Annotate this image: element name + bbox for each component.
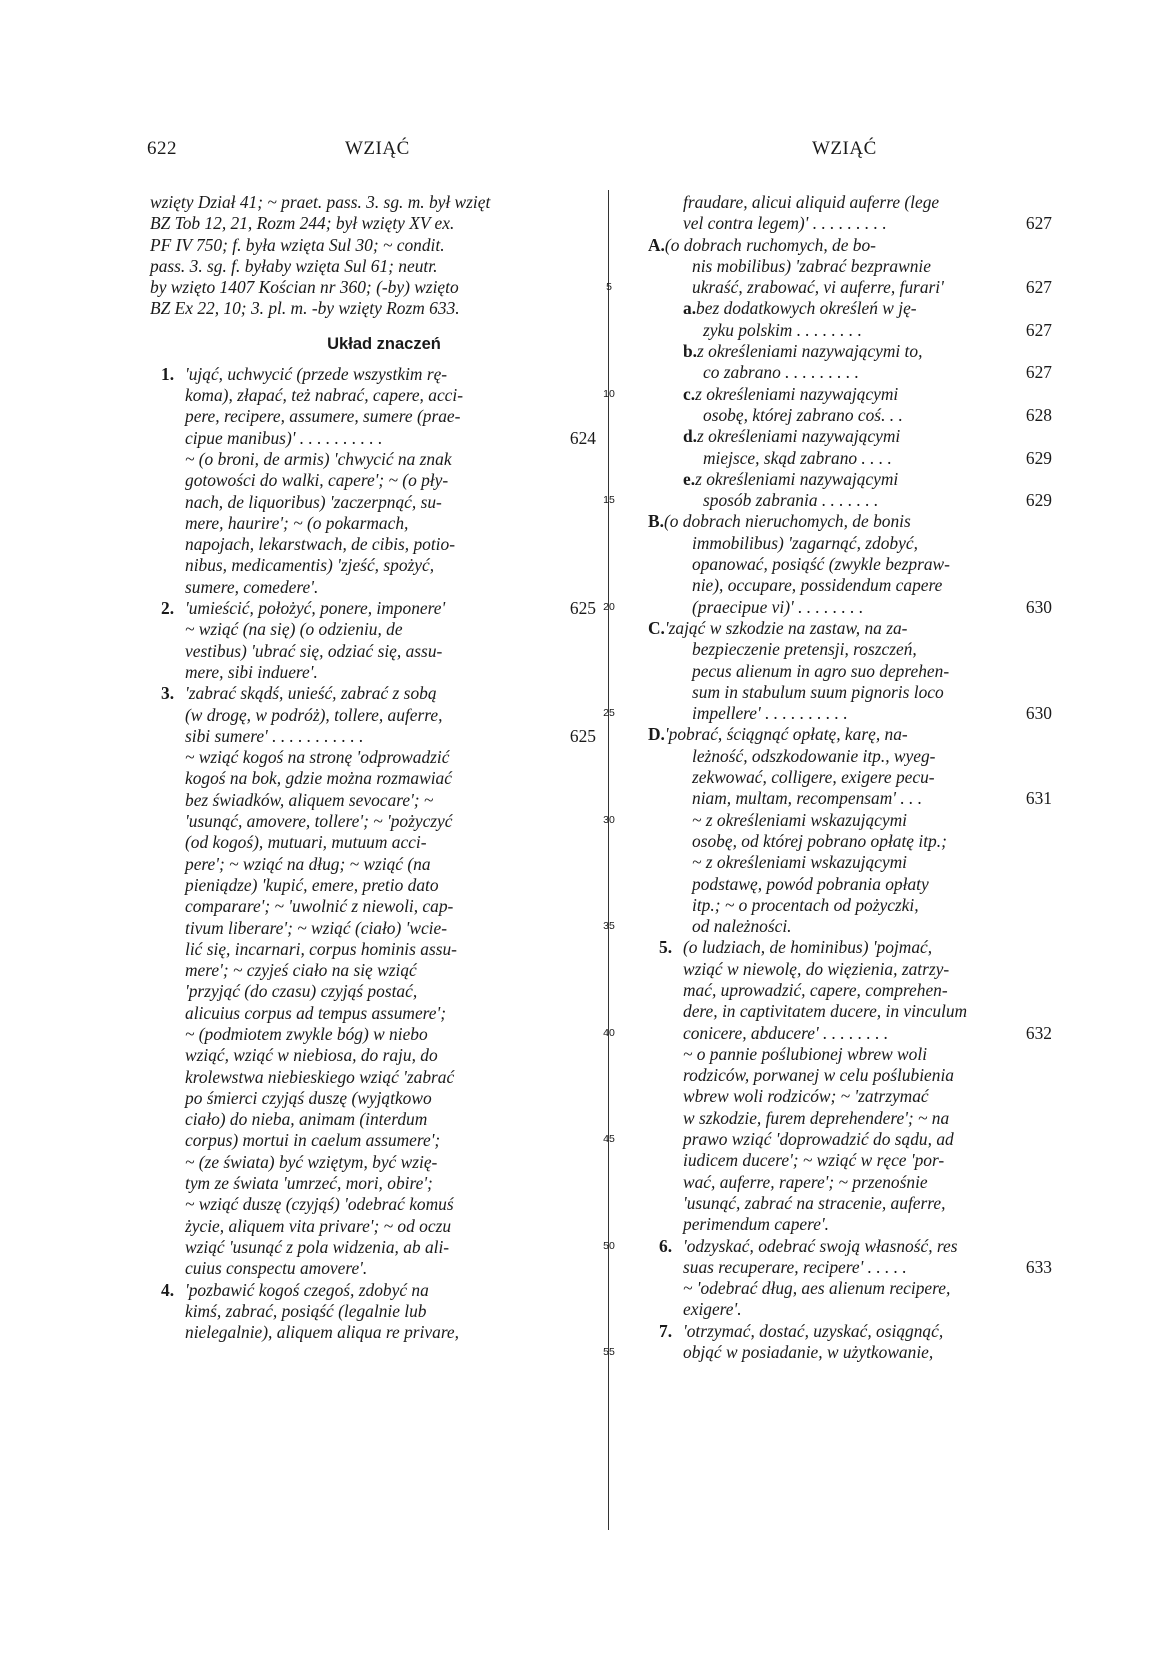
line-number: 30 [603, 813, 615, 826]
text-line [648, 703, 1052, 724]
page-reference: 630 [1025, 596, 1052, 617]
line-text: osobę, której zabrano coś. . . [703, 404, 903, 425]
text-line [648, 916, 1052, 937]
sense-number: 7. [659, 1320, 673, 1341]
line-text: Układ znaczeń [327, 334, 441, 353]
line-number: 40 [603, 1026, 615, 1039]
line-text: wziąć 'usunąć z pola widzenia, ab ali- [185, 1236, 450, 1257]
text-line [648, 1257, 1052, 1278]
text-line [150, 1067, 588, 1088]
line-text: tym ze świata 'umrzeć, mori, obire'; [185, 1173, 433, 1194]
subsense-letter: e. [683, 468, 696, 489]
text-line [150, 470, 588, 491]
text-line [648, 980, 1052, 1001]
line-number: 5 [606, 281, 612, 294]
text-line [648, 959, 1052, 980]
text-line [648, 1023, 1052, 1044]
page-reference: 632 [1025, 1022, 1052, 1043]
text-line [150, 725, 596, 747]
page-reference: 631 [1025, 788, 1052, 809]
page-reference: 625 [569, 598, 596, 619]
line-text: pere'; ~ wziąć na dług; ~ wziąć (na [185, 853, 431, 874]
text-line [648, 533, 1052, 554]
line-text: (o ludziach, de hominibus) 'pojmać, [683, 937, 933, 958]
line-text: (o dobrach ruchomych, de bo- [664, 234, 876, 255]
text-line [150, 1237, 588, 1258]
text-line [150, 192, 588, 213]
line-text: ~ wziąć kogoś na stronę 'odprowadzić [185, 747, 450, 768]
line-text: conicere, abducere' . . . . . . . . [683, 1022, 889, 1043]
text-line [150, 705, 588, 726]
line-text: exigere'. [683, 1299, 742, 1320]
page-reference: 624 [569, 427, 596, 448]
line-text: 'zabrać skądś, unieść, zabrać z sobą [185, 683, 437, 704]
text-line [648, 639, 1052, 660]
text-line [150, 534, 588, 555]
line-text: sibi sumere' . . . . . . . . . . . [185, 725, 364, 746]
line-text: (praecipue vi)' . . . . . . . . [692, 596, 864, 617]
text-line [648, 469, 1052, 490]
line-text: bez świadków, aliquem sevocare'; ~ [185, 789, 434, 810]
text-line [150, 790, 588, 811]
line-text: osobę, od której pobrano opłatę itp.; [692, 830, 947, 851]
line-number: 15 [603, 494, 615, 507]
line-text: pecus alienum in agro suo deprehen- [692, 660, 950, 681]
text-line [648, 724, 1052, 745]
text-line [150, 449, 588, 470]
line-text: tivum liberare'; ~ wziąć (ciało) 'wcie- [185, 917, 448, 938]
line-text: wać, auferre, rapere'; ~ przenośnie [683, 1171, 928, 1192]
text-line [648, 1001, 1052, 1022]
sense-number: 5. [659, 937, 673, 958]
page-reference: 628 [1025, 404, 1052, 425]
text-line [648, 277, 1052, 298]
line-text: podstawę, powód pobrania opłaty [692, 873, 929, 894]
text-line [648, 852, 1052, 873]
line-text: zyku polskim . . . . . . . . [703, 319, 862, 340]
line-text: 'zająć w szkodzie na zastaw, na za- [664, 617, 908, 638]
line-text: od należności. [692, 916, 792, 937]
line-text: wziąć w niewolę, do więzienia, zatrzy- [683, 958, 950, 979]
line-text: napojach, lekarstwach, de cibis, potio- [185, 534, 455, 555]
line-text: ~ wziąć (na się) (o odzieniu, de [185, 619, 403, 640]
line-text: pass. 3. sg. f. byłaby wzięta Sul 61; neutr. [150, 255, 438, 276]
line-text: wbrew woli rodziców; ~ 'zatrzymać [683, 1086, 929, 1107]
line-text: nis mobilibus) 'zabrać bezprawnie [692, 255, 931, 276]
page-number: 622 [147, 138, 177, 159]
text-line [150, 256, 588, 277]
text-line [150, 1216, 588, 1237]
text-line [648, 320, 1052, 341]
line-text: suas recuperare, recipere' . . . . . [683, 1256, 907, 1277]
line-text: ~ o pannie poślubionej wbrew woli [683, 1043, 928, 1064]
line-text: cipue manibus)' . . . . . . . . . . [185, 427, 383, 448]
line-text: kimś, zabrać, posiąść (legalnie lub [185, 1300, 427, 1321]
line-text: sum in stabulum suum pignoris loco [692, 681, 944, 702]
text-line [648, 661, 1052, 682]
line-text: ~ z określeniami wskazującymi [692, 852, 908, 873]
line-text: 'pobrać, ściągnąć opłatę, karę, na- [664, 724, 908, 745]
text-line [648, 767, 1052, 788]
text-line [648, 1150, 1052, 1171]
line-text: 'usunąć, zabrać na stracenie, auferre, [683, 1192, 946, 1213]
text-line [150, 918, 588, 939]
line-text: ~ wziąć duszę (czyjąś) 'odebrać komuś [185, 1194, 454, 1215]
text-line [648, 1342, 1052, 1363]
line-text: ~ 'odebrać dług, aes alienum recipere, [683, 1278, 951, 1299]
text-line [150, 960, 588, 981]
text-line [150, 385, 588, 406]
text-line [648, 618, 1052, 639]
text-line [648, 575, 1052, 596]
line-text: z określeniami nazywającymi [697, 426, 901, 447]
page-reference: 629 [1025, 490, 1052, 511]
text-line [648, 235, 1052, 256]
line-text: ~ (ze świata) być wziętym, być wzię- [185, 1151, 438, 1172]
text-line [648, 511, 1052, 532]
line-number: 20 [603, 600, 615, 613]
line-text: pere, recipere, assumere, sumere (prae- [185, 406, 461, 427]
line-text: bezpieczenie pretensji, roszczeń, [692, 639, 917, 660]
text-line [150, 768, 588, 789]
text-line [150, 747, 588, 768]
line-text: mere, sibi induere'. [185, 661, 318, 682]
line-text: mere, haurire'; ~ (o pokarmach, [185, 512, 409, 533]
line-text: z określeniami nazywającymi to, [697, 341, 923, 362]
line-text: cuius conspectu amovere'. [185, 1258, 368, 1279]
line-number: 10 [603, 387, 615, 400]
text-line [150, 1322, 588, 1343]
text-line [150, 854, 588, 875]
line-number: 35 [603, 920, 615, 933]
text-line [648, 362, 1052, 383]
line-text: zekwować, colligere, exigere pecu- [692, 767, 935, 788]
page-reference: 625 [569, 725, 596, 746]
text-line [150, 555, 588, 576]
line-text: lić się, incarnari, corpus hominis assu- [185, 938, 457, 959]
line-text: krolewstwa niebieskiego wziąć 'zabrać [185, 1066, 455, 1087]
line-text: vestibus) 'ubrać się, odziać się, assu- [185, 640, 443, 661]
line-text: rodziców, porwanej w celu poślubienia [683, 1065, 954, 1086]
line-text: co zabrano . . . . . . . . . [703, 362, 860, 383]
line-text: mać, uprowadzić, capere, comprehen- [683, 979, 948, 1000]
line-number: 25 [603, 707, 615, 720]
text-line [150, 235, 588, 256]
text-line [648, 1193, 1052, 1214]
text-line [648, 554, 1052, 575]
line-text: ~ z określeniami wskazującymi [692, 809, 908, 830]
text-line [150, 939, 588, 960]
line-number: 45 [603, 1133, 615, 1146]
line-text: ~ (podmiotem zwykle bóg) w niebo [185, 1023, 428, 1044]
text-line [150, 1109, 588, 1130]
text-line [648, 448, 1052, 469]
text-line [648, 682, 1052, 703]
line-text: opanować, posiąść (zwykle bezpraw- [692, 554, 950, 575]
line-text: 'usunąć, amovere, tollere'; ~ 'pożyczyć [185, 811, 453, 832]
text-line [150, 981, 588, 1002]
line-text: sposób zabrania . . . . . . . [703, 490, 879, 511]
text-line [648, 788, 1052, 809]
line-text: 'umieścić, położyć, ponere, imponere' [185, 598, 446, 619]
text-line [648, 1044, 1052, 1065]
text-line [150, 1280, 588, 1301]
line-text: miejsce, skąd zabrano . . . . [703, 447, 892, 468]
text-line [648, 874, 1052, 895]
text-line [150, 641, 588, 662]
text-line [648, 384, 1052, 405]
line-text: impellere' . . . . . . . . . . [692, 703, 848, 724]
sense-number: 1. [161, 363, 175, 384]
page-reference: 627 [1025, 277, 1052, 298]
text-line [150, 1152, 588, 1173]
text-line [648, 490, 1052, 511]
text-line [150, 896, 588, 917]
text-line [150, 1258, 588, 1279]
line-text: (w drogę, w podróż), tollere, auferre, [185, 704, 443, 725]
line-text: BZ Ex 22, 10; 3. pl. m. -by wzięty Rozm 633. [150, 298, 460, 319]
line-text: ciało) do nieba, animam (interdum [185, 1109, 428, 1130]
line-text: 'pozbawić kogoś czegoś, zdobyć na [185, 1279, 429, 1300]
line-text: (o dobrach nieruchomych, de bonis [663, 511, 911, 532]
line-text: itp.; ~ o procentach od pożyczki, [692, 894, 919, 915]
subsense-letter: a. [683, 298, 697, 319]
line-text: comparare'; ~ 'uwolnić z niewoli, cap- [185, 896, 454, 917]
text-line [150, 492, 588, 513]
subsense-letter: d. [683, 426, 698, 447]
text-line [648, 1129, 1052, 1150]
text-line [648, 1108, 1052, 1129]
text-line [150, 1088, 588, 1109]
text-line [150, 1045, 588, 1066]
text-line [150, 875, 588, 896]
line-text: nielegalnie), aliquem aliqua re privare, [185, 1322, 460, 1343]
line-text: fraudare, alicui aliquid auferre (lege [683, 192, 940, 212]
line-text: (od kogoś), mutuari, mutuum acci- [185, 832, 427, 853]
line-text: dere, in captivitatem ducere, in vinculum [683, 1001, 968, 1022]
text-line [648, 597, 1052, 618]
page-reference: 627 [1025, 362, 1052, 383]
line-text: pieniądze) 'kupić, emere, pretio dato [185, 874, 439, 895]
line-text: ukraść, zrabować, vi auferre, furari' [692, 277, 944, 298]
text-line [648, 937, 1052, 958]
subsense-letter: C. [648, 617, 665, 638]
subsense-letter: B. [648, 511, 664, 532]
text-line [648, 895, 1052, 916]
text-line [150, 213, 588, 234]
line-text: życie, aliquem vita privare'; ~ od oczu [185, 1215, 452, 1236]
text-line [648, 341, 1052, 362]
line-text: po śmierci czyjąś duszę (wyjątkowo [185, 1087, 432, 1108]
text-line [648, 1299, 1052, 1320]
page-reference: 627 [1025, 213, 1052, 234]
sense-number: 6. [659, 1235, 673, 1256]
line-text: w szkodzie, furem deprehendere'; ~ na [683, 1107, 950, 1128]
line-text: wziąć, wziąć w niebiosa, do raju, do [185, 1045, 438, 1066]
line-text: bez dodatkowych określeń w ję- [696, 298, 917, 319]
line-text: 'odzyskać, odebrać swoją własność, res [683, 1235, 958, 1256]
line-text: ~ (o broni, de armis) 'chwycić na znak [185, 448, 452, 469]
text-line [648, 192, 1052, 213]
sense-number: 3. [161, 683, 175, 704]
text-line [648, 1236, 1052, 1257]
section-heading [180, 320, 588, 364]
text-line [150, 1130, 588, 1151]
line-text: niam, multam, recompensam' . . . [692, 788, 923, 809]
sense-number: 2. [161, 598, 175, 619]
text-line [150, 598, 596, 619]
line-text: z określeniami nazywającymi [695, 383, 899, 404]
text-line [648, 831, 1052, 852]
text-line [150, 513, 588, 534]
line-number: 50 [603, 1239, 615, 1252]
text-line [150, 577, 588, 598]
text-line [150, 811, 588, 832]
text-line [648, 1321, 1052, 1342]
text-line [648, 1086, 1052, 1107]
text-line [648, 746, 1052, 767]
line-text: wzięty Dział 41; ~ praet. pass. 3. sg. m. był wzięt [150, 192, 491, 212]
text-line [648, 213, 1052, 234]
running-header-left: WZIĄĆ [345, 138, 410, 159]
text-line [150, 1194, 588, 1215]
text-line [150, 1301, 588, 1322]
left-column [150, 192, 596, 1343]
text-line [648, 1065, 1052, 1086]
text-line [150, 1173, 588, 1194]
text-line [648, 810, 1052, 831]
line-text: nibus, medicamentis) 'zjeść, spożyć, [185, 555, 435, 576]
line-text: perimendum capere'. [683, 1214, 830, 1235]
subsense-letter: c. [683, 383, 696, 404]
line-text: 'otrzymać, dostać, uzyskać, osiągnąć, [683, 1320, 944, 1341]
text-line [150, 364, 588, 385]
line-text: BZ Tob 12, 21, Rozm 244; był wzięty XV ex. [150, 213, 455, 234]
subsense-letter: b. [683, 341, 698, 362]
line-text: gotowości do walki, capere'; ~ (o pły- [185, 470, 449, 491]
text-line [648, 1278, 1052, 1299]
line-text: by wzięto 1407 Kościan nr 360; (-by) wzięto [150, 277, 459, 298]
line-text: leżność, odszkodowanie itp., wyeg- [692, 745, 936, 766]
text-line [150, 1003, 588, 1024]
text-line [150, 619, 588, 640]
text-line [150, 427, 596, 449]
text-line [150, 298, 588, 319]
line-text: prawo wziąć 'doprowadzić do sądu, ad [683, 1129, 954, 1150]
text-line [648, 1214, 1052, 1235]
right-column [648, 192, 1052, 1363]
line-text: 'ująć, uchwycić (przede wszystkim rę- [185, 363, 448, 384]
text-line [648, 298, 1052, 319]
line-number: 55 [603, 1346, 615, 1359]
line-text: PF IV 750; f. była wzięta Sul 30; ~ condit. [150, 234, 445, 255]
text-line [150, 277, 588, 298]
line-text: nie), occupare, possidendum capere [692, 575, 943, 596]
line-text: alicuius corpus ad tempus assumere'; [185, 1002, 447, 1023]
text-line [648, 405, 1052, 426]
running-header-right: WZIĄĆ [812, 138, 877, 159]
line-text: mere'; ~ czyjeś ciało na się wziąć [185, 960, 417, 981]
page-reference: 633 [1025, 1256, 1052, 1277]
page-reference: 629 [1025, 447, 1052, 468]
text-line [150, 662, 588, 683]
line-text: kogoś na bok, gdzie można rozmawiać [185, 768, 452, 789]
text-line [150, 832, 588, 853]
text-line [648, 426, 1052, 447]
text-line [648, 1172, 1052, 1193]
page-reference: 630 [1025, 703, 1052, 724]
text-line [150, 1024, 588, 1045]
line-text: sumere, comedere'. [185, 576, 319, 597]
line-text: corpus) mortui in caelum assumere'; [185, 1130, 441, 1151]
page-reference: 627 [1025, 319, 1052, 340]
line-text: immobilibus) 'zagarnąć, zdobyć, [692, 532, 918, 553]
subsense-letter: A. [648, 234, 665, 255]
line-text: objąć w posiadanie, w użytkowanie, [683, 1342, 934, 1363]
line-text: koma), złapać, też nabrać, capere, acci- [185, 385, 464, 406]
text-line [648, 256, 1052, 277]
line-text: vel contra legem)' . . . . . . . . . [683, 213, 887, 234]
text-line [150, 683, 588, 704]
subsense-letter: D. [648, 724, 665, 745]
line-text: 'przyjąć (do czasu) czyjąś postać, [185, 981, 418, 1002]
line-text: nach, de liquoribus) 'zaczerpnąć, su- [185, 491, 442, 512]
sense-number: 4. [161, 1279, 175, 1300]
line-text: z określeniami nazywającymi [695, 468, 899, 489]
text-line [150, 406, 588, 427]
line-text: iudicem ducere'; ~ wziąć w ręce 'por- [683, 1150, 945, 1171]
